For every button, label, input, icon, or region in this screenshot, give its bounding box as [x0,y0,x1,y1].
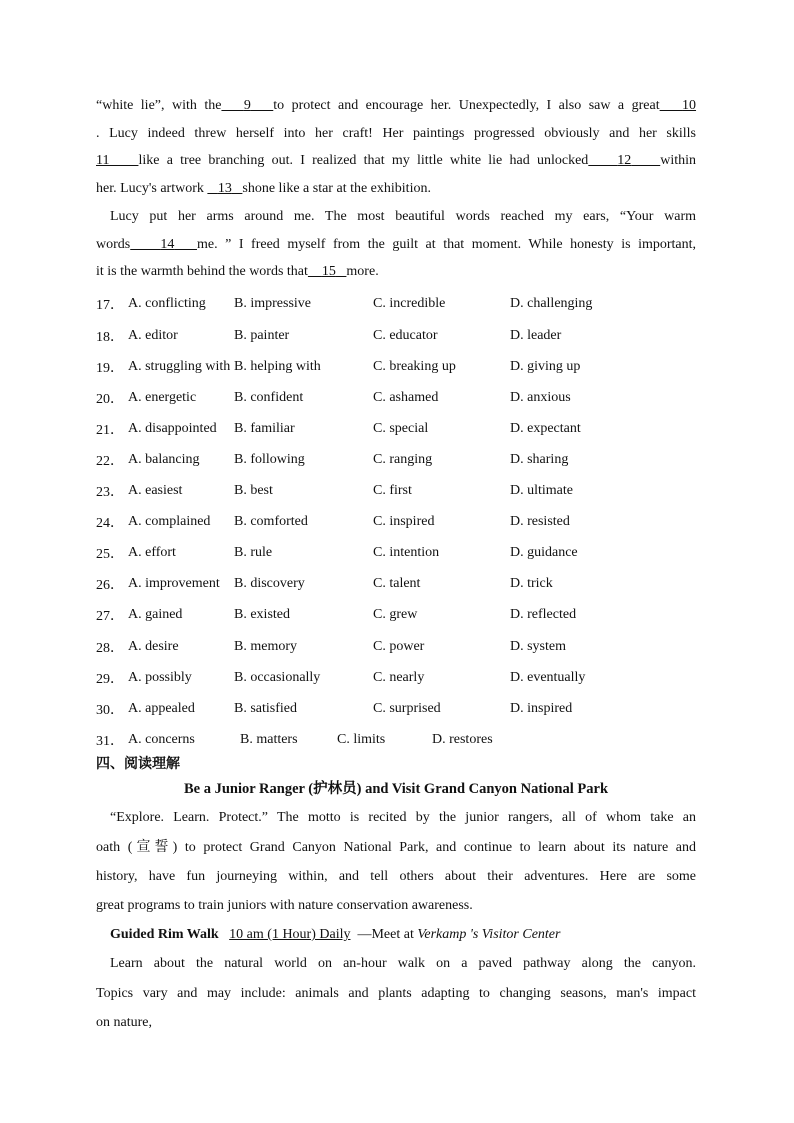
blank-11: 11 [96,153,110,169]
blank-9: 9 [243,98,251,113]
cloze-line: words 14 me. ” I freed myself from the guilt at that moment. While honesty is important, [96,236,697,252]
blank-12: 12 [617,153,632,169]
blank-14: 14 [160,236,175,252]
passage-title: Be a Junior Ranger (护林员) and Visit Grand Canyon National Park [183,781,609,798]
section-heading: 四、阅读理解 [96,756,180,773]
intro-line: history, have fun journeying within, and tell others about their adventures. Here are some [96,868,696,884]
option-row: 28． A. desire B. memory C. power D. system [96,638,566,656]
intro-line: oath (宣誓) to protect Grand Canyon National Park, and continue to learn about its nature and [96,839,696,855]
option-row: 27． A. gained B. existed C. grew D. reflected [96,607,577,625]
program-time: 10 am (1 Hour) Daily [229,927,351,943]
option-row: 17． A. conflicting B. impressive C. incredible D. challenging [96,296,593,314]
option-row: 19． A. struggling with B. helping with C. breaking up D. giving up [96,358,581,376]
cloze-line: Lucy put her arms around me. The most beautiful words reached my ears, “Your warm [110,208,696,224]
program-desc-line: Learn about the natural world on an-hour walk on a paved pathway along the canyon. [110,956,696,972]
cloze-passage [96,92,696,286]
program-desc-line: on nature, [96,1014,152,1030]
option-row: 25． A. effort B. rule C. intention D. guidance [96,545,578,563]
option-row: 22． A. balancing B. following C. ranging D. sharing [96,451,569,469]
option-list [96,289,696,755]
cloze-line: her. Lucy's artwork 13 shone like a star at the exhibition. [96,181,431,197]
option-row: 23． A. easiest B. best C. first D. ultimate [96,483,573,501]
blank-15: 15 [321,264,336,280]
option-row: 29． A. possibly B. occasionally C. nearly D. eventually [96,669,586,687]
exam-page [96,92,696,1037]
program-place: Verkamp 's Visitor Center [417,927,561,943]
cloze-line: 11 like a tree branching out. I realized that my little white lie had unlocked 12 within [96,153,697,169]
option-row: 26． A. improvement B. discovery C. talent D. trick [96,576,553,594]
blank-10: 10 [682,98,697,113]
intro-line: great programs to train juniors with nature conservation awareness. [96,897,473,913]
option-row: 31． A. concerns B. matters C. limits D. restores [96,731,493,749]
option-row: 30． A. appealed B. satisfied C. surprised D. inspired [96,700,573,718]
program-desc-line: Topics vary and may include: animals and plants adapting to changing seasons, man's impact [96,985,696,1001]
option-row: 24． A. complained B. comforted C. inspired D. resisted [96,514,570,532]
option-row: 20． A. energetic B. confident C. ashamed D. anxious [96,389,571,407]
cloze-line: it is the warmth behind the words that 15 more. [96,264,379,280]
reading-passage [96,775,696,1037]
intro-line: “Explore. Learn. Protect.” The motto is recited by the junior rangers, all of whom take an [110,810,696,826]
option-row: 21． A. disappointed B. familiar C. special D. expectant [96,420,581,438]
program-heading: Guided Rim Walk 10 am (1 Hour) Daily —Meet at Verkamp 's Visitor Center [110,927,561,943]
program-name: Guided Rim Walk [110,927,219,943]
option-row: 18． A. editor B. painter C. educator D. leader [96,327,562,345]
cloze-line: . Lucy indeed threw herself into her craft! Her paintings progressed obviously and her skills [96,125,696,141]
blank-13: 13 [217,181,232,197]
cloze-line: “white lie”, with the 9 to protect and encourage her. Unexpectedly, I also saw a great 10 [96,98,697,113]
